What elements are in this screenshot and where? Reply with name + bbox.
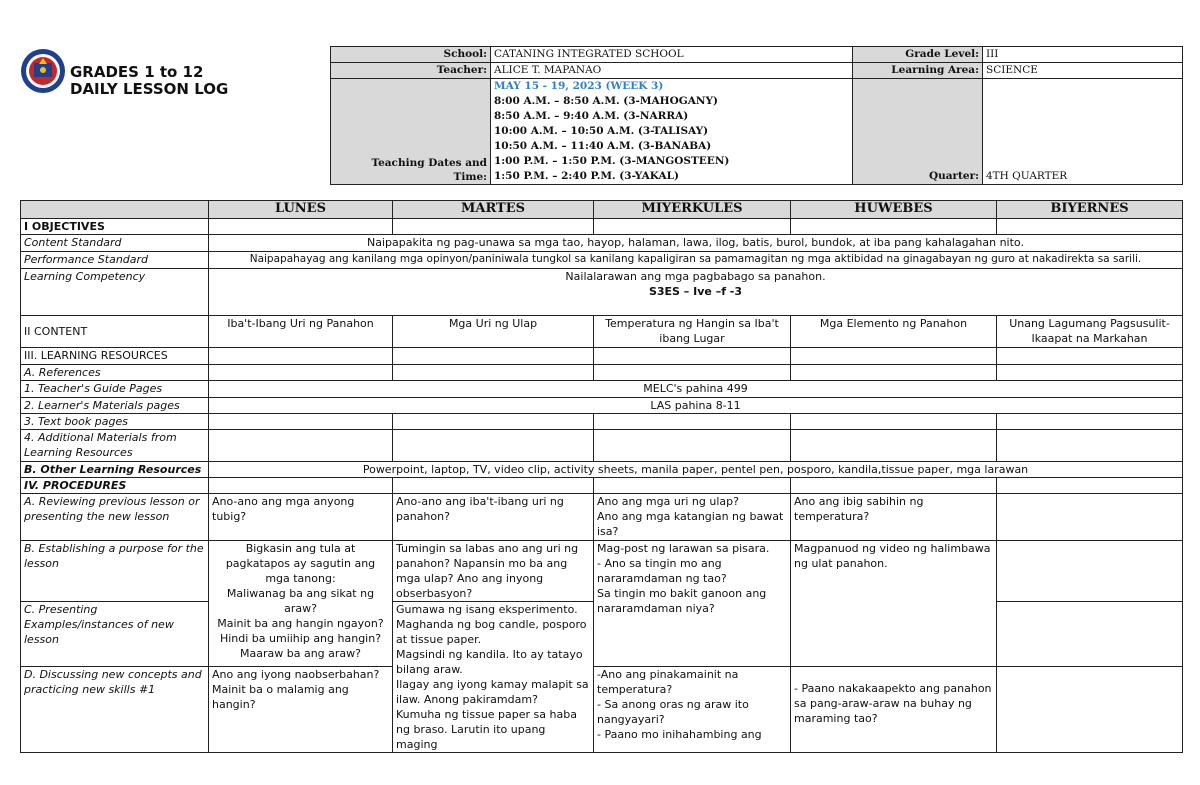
empty-cell <box>997 365 1183 381</box>
empty-cell <box>209 478 393 494</box>
empty-cell <box>791 219 997 235</box>
content-martes: Mga Uri ng Ulap <box>393 316 594 348</box>
empty-cell <box>393 414 594 430</box>
schedule-3: 10:50 A.M. – 11:40 A.M. (3-BANABA) <box>494 140 712 152</box>
procedure-bc-miyerkules: Mag-post ng larawan sa pisara. - Ano sa tingin mo ang nararamdaman ng tao? Sa tingin mo bakit ganoon ang nararamdaman niya? <box>594 541 791 667</box>
empty-cell <box>594 430 791 462</box>
quarter-value: 4TH QUARTER <box>983 79 1183 185</box>
procedure-a-martes: Ano-ano ang iba't-ibang uri ng panahon? <box>393 494 594 541</box>
procedure-a-huwebes: Ano ang ibig sabihin ng temperatura? <box>791 494 997 541</box>
lesson-table <box>20 200 1183 753</box>
procedure-b-martes: Tumingin sa labas ano ang uri ng panahon? Napansin mo ba ang mga ulap? Ano ang inyong obserbasyon? <box>393 541 594 602</box>
teachers-guide-value: MELC's pahina 499 <box>209 381 1183 398</box>
title-line-2: DAILY LESSON LOG <box>70 80 229 98</box>
objectives-label: I OBJECTIVES <box>21 219 209 235</box>
additional-materials-label: 4. Additional Materials from Learning Resources <box>21 430 209 462</box>
schedule-2: 10:00 A.M. – 10:50 A.M. (3-TALISAY) <box>494 125 709 137</box>
content-huwebes: Mga Elemento ng Panahon <box>791 316 997 348</box>
content-standard-label: Content Standard <box>21 235 209 252</box>
day-header-huwebes: HUWEBES <box>791 201 997 219</box>
dates-label-2: Time: <box>453 171 487 183</box>
content-lunes: Iba't-Ibang Uri ng Panahon <box>209 316 393 348</box>
competency-label: Learning Competency <box>21 269 209 316</box>
area-value: SCIENCE <box>983 63 1183 79</box>
content-label: II CONTENT <box>21 316 209 348</box>
textbook-label: 3. Text book pages <box>21 414 209 430</box>
other-resources-value: Powerpoint, laptop, TV, video clip, activity sheets, manila paper, pentel pen, posporo, kandila,tissue paper, mga larawan <box>209 462 1183 478</box>
learners-materials-label: 2. Learner's Materials pages <box>21 398 209 414</box>
empty-cell <box>594 414 791 430</box>
empty-cell <box>594 219 791 235</box>
empty-cell <box>997 602 1183 667</box>
procedure-d-miyerkules: -Ano ang pinakamainit na temperatura? - Sa anong oras ng araw ito nangyayari? - Paano mo inihahambing ang <box>594 667 791 753</box>
dates-label <box>331 79 491 185</box>
procedure-d-label: D. Discussing new concepts and practicing new skills #1 <box>21 667 209 753</box>
page-title <box>70 64 228 98</box>
schedule-1: 8:50 A.M. – 9:40 A.M. (3-NARRA) <box>494 110 689 122</box>
empty-cell <box>594 365 791 381</box>
day-header-miyerkules: MIYERKULES <box>594 201 791 219</box>
learners-materials-value: LAS pahina 8-11 <box>209 398 1183 414</box>
empty-cell <box>209 365 393 381</box>
procedure-a-label: A. Reviewing previous lesson or presenting the new lesson <box>21 494 209 541</box>
empty-cell <box>997 478 1183 494</box>
empty-cell <box>209 430 393 462</box>
empty-cell <box>997 348 1183 365</box>
empty-cell <box>393 478 594 494</box>
header-info-table <box>330 46 1183 185</box>
procedure-a-biyernes <box>997 494 1183 541</box>
area-label: Learning Area: <box>853 63 983 79</box>
schedule-4: 1:00 P.M. – 1:50 P.M. (3-MANGOSTEEN) <box>494 155 730 167</box>
procedure-b-label: B. Establishing a purpose for the lesson <box>21 541 209 602</box>
resources-label: III. LEARNING RESOURCES <box>21 348 209 365</box>
empty-cell <box>393 430 594 462</box>
empty-cell <box>209 414 393 430</box>
procedure-a-miyerkules: Ano ang mga uri ng ulap? Ano ang mga katangian ng bawat isa? <box>594 494 791 541</box>
empty-cell <box>997 430 1183 462</box>
procedure-d-huwebes: - Paano nakakaapekto ang panahon sa pang-araw-araw na buhay ng maraming tao? <box>791 667 997 753</box>
day-header-lunes: LUNES <box>209 201 393 219</box>
procedure-bc-huwebes: Magpanuod ng video ng halimbawa ng ulat panahon. <box>791 541 997 667</box>
empty-cell <box>393 348 594 365</box>
competency-code: S3ES – Ive –f -3 <box>648 285 743 298</box>
empty-cell <box>594 348 791 365</box>
procedure-d-lunes: Ano ang iyong naobserbahan? Mainit ba o malamig ang hangin? <box>209 667 393 753</box>
content-miyerkules: Temperatura ng Hangin sa Iba't ibang Lugar <box>594 316 791 348</box>
empty-cell <box>791 430 997 462</box>
procedure-cd-martes: Gumawa ng isang eksperimento. Maghanda ng bog candle, posporo at tissue paper. Magsindi ng kandila. Ito ay tatayo bilang araw. Ilagay ang iyong kamay malapit sa ilaw. Anong pakiramdam? Kumuha ng tissue paper sa haba ng braso. Larutin ito upang maging <box>393 602 594 753</box>
empty-cell <box>209 219 393 235</box>
empty-cell <box>791 348 997 365</box>
empty-cell <box>393 219 594 235</box>
dates-label-1: Teaching Dates and <box>371 157 487 169</box>
teachers-guide-label: 1. Teacher's Guide Pages <box>21 381 209 398</box>
references-label: A. References <box>21 365 209 381</box>
competency-line-1: Nailalarawan ang mga pagbabago sa panahon. <box>565 270 826 283</box>
grade-label: Grade Level: <box>853 47 983 63</box>
empty-cell <box>997 219 1183 235</box>
grade-value: III <box>983 47 1183 63</box>
teacher-value: ALICE T. MAPANAO <box>491 63 853 79</box>
school-value: CATANING INTEGRATED SCHOOL <box>491 47 853 63</box>
dates-week: MAY 15 - 19, 2023 (WEEK 3) <box>494 80 664 92</box>
schedule-0: 8:00 A.M. – 8:50 A.M. (3-MAHOGANY) <box>494 95 718 107</box>
empty-cell <box>791 414 997 430</box>
competency-value <box>209 269 1183 316</box>
procedure-a-lunes: Ano-ano ang mga anyong tubig? <box>209 494 393 541</box>
procedures-label: IV. PROCEDURES <box>21 478 209 494</box>
empty-cell <box>791 365 997 381</box>
dates-schedule <box>491 79 853 185</box>
empty-cell <box>393 365 594 381</box>
header-brand <box>20 48 320 128</box>
other-resources-label: B. Other Learning Resources <box>21 462 209 478</box>
procedure-bc-lunes: Bigkasin ang tula at pagkatapos ay sagutin ang mga tanong: Maliwanag ba ang sikat ng araw? Mainit ba ang hangin ngayon? Hindi ba umiihip ang hangin? Maaraw ba ang araw? <box>209 541 393 667</box>
empty-cell <box>791 478 997 494</box>
performance-standard-value: Naipapahayag ang kanilang mga opinyon/paniniwala tungkol sa kanilang kapaligiran sa pamamagitan ng mga aktibidad na ginagabayan ng guro at nakadirekta sa sarili. <box>209 252 1183 269</box>
quarter-label: Quarter: <box>853 79 983 185</box>
empty-cell <box>209 348 393 365</box>
content-standard-value: Naipapakita ng pag-unawa sa mga tao, hayop, halaman, lawa, ilog, batis, burol, bundok, at iba pang kahalagahan nito. <box>209 235 1183 252</box>
teacher-label: Teacher: <box>331 63 491 79</box>
school-label: School: <box>331 47 491 63</box>
performance-standard-label: Performance Standard <box>21 252 209 269</box>
content-biyernes: Unang Lagumang Pagsusulit- Ikaapat na Markahan <box>997 316 1183 348</box>
day-header-martes: MARTES <box>393 201 594 219</box>
procedure-c-label: C. Presenting Examples/instances of new lesson <box>21 602 209 667</box>
day-header-biyernes: BIYERNES <box>997 201 1183 219</box>
empty-cell <box>997 667 1183 753</box>
empty-cell <box>997 414 1183 430</box>
schedule-5: 1:50 P.M. – 2:40 P.M. (3-YAKAL) <box>494 170 679 182</box>
deped-seal-icon <box>20 48 66 94</box>
empty-cell <box>997 541 1183 602</box>
empty-cell <box>594 478 791 494</box>
corner-cell <box>21 201 209 219</box>
title-line-1: GRADES 1 to 12 <box>70 63 204 81</box>
